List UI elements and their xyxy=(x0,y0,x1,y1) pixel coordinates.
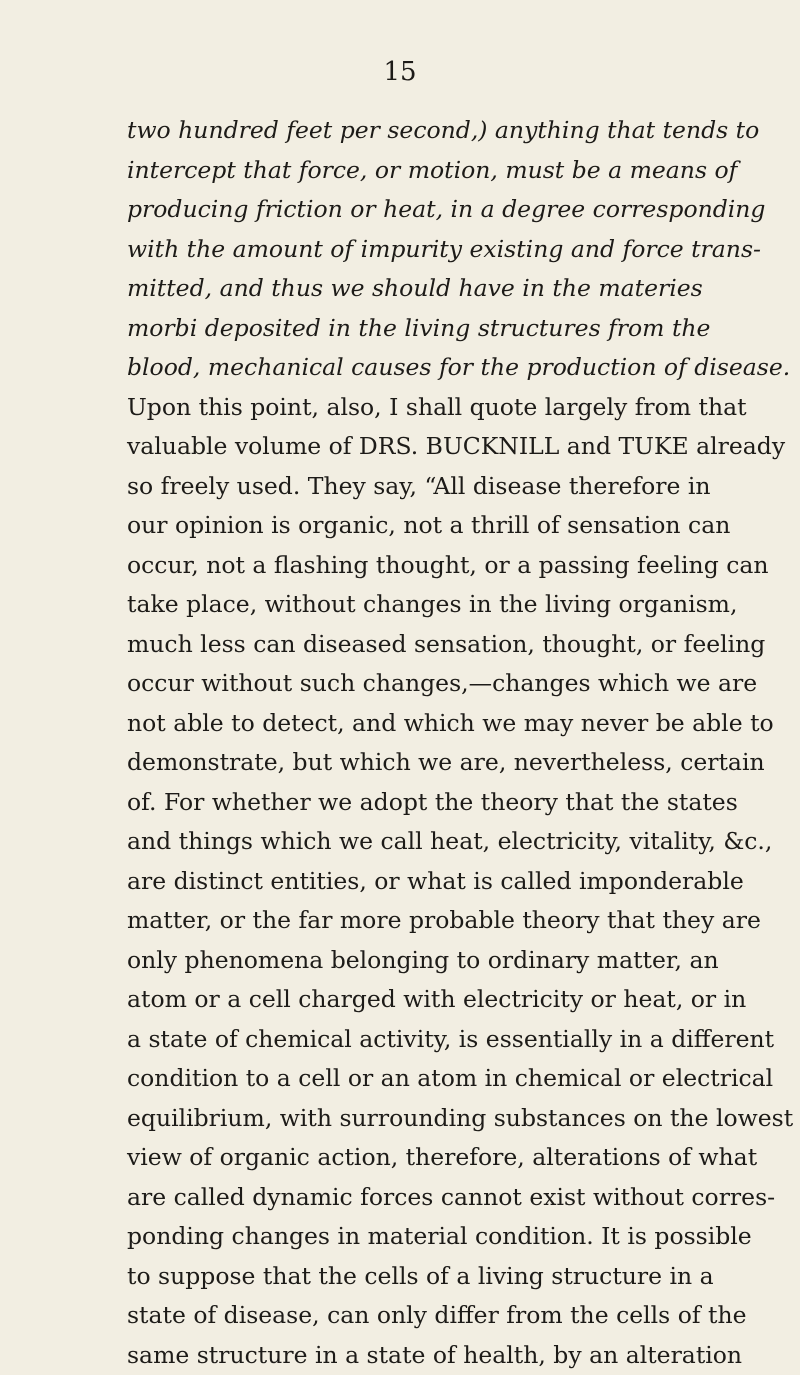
page-number: 15 xyxy=(0,57,800,87)
text-line: take place, without changes in the living organism, xyxy=(127,585,657,625)
text-line: with the amount of impurity existing and force trans- xyxy=(127,230,657,270)
text-line: much less can diseased sensation, thought, or feeling xyxy=(127,625,657,665)
text-line: of. For whether we adopt the theory that the states xyxy=(127,783,657,823)
text-line: condition to a cell or an atom in chemical or electrical xyxy=(127,1059,657,1099)
text-line: not able to detect, and which we may never be able to xyxy=(127,704,657,744)
text-line: occur, not a flashing thought, or a passing feeling can xyxy=(127,546,657,586)
text-line: equilibrium, with surrounding substances on the lowest xyxy=(127,1099,657,1139)
text-line: valuable volume of DRS. BUCKNILL and TUKE already xyxy=(127,427,657,467)
text-line: only phenomena belonging to ordinary matter, an xyxy=(127,941,657,981)
text-line: a state of chemical activity, is essentially in a different xyxy=(127,1020,657,1060)
text-line: matter, or the far more probable theory that they are xyxy=(127,901,657,941)
text-line: demonstrate, but which we are, nevertheless, certain xyxy=(127,743,657,783)
text-line: Upon this point, also, I shall quote largely from that xyxy=(127,388,657,428)
body-text xyxy=(127,111,657,1375)
text-line: two hundred feet per second,) anything that tends to xyxy=(127,111,657,151)
text-line: mitted, and thus we should have in the materies xyxy=(127,269,657,309)
text-line: ponding changes in material condition. It is possible xyxy=(127,1217,657,1257)
text-line: and things which we call heat, electricity, vitality, &c., xyxy=(127,822,657,862)
text-line: state of disease, can only differ from the cells of the xyxy=(127,1296,657,1336)
text-line: morbi deposited in the living structures from the xyxy=(127,309,657,349)
text-line: are distinct entities, or what is called imponderable xyxy=(127,862,657,902)
text-line: occur without such changes,—changes which we are xyxy=(127,664,657,704)
text-line: view of organic action, therefore, alterations of what xyxy=(127,1138,657,1178)
text-line: so freely used. They say, “All disease therefore in xyxy=(127,467,657,507)
text-line: our opinion is organic, not a thrill of sensation can xyxy=(127,506,657,546)
text-line: are called dynamic forces cannot exist without corres- xyxy=(127,1178,657,1218)
text-line: intercept that force, or motion, must be a means of xyxy=(127,151,657,191)
text-line: same structure in a state of health, by an alteration xyxy=(127,1336,657,1375)
text-line: to suppose that the cells of a living structure in a xyxy=(127,1257,657,1297)
text-line: producing friction or heat, in a degree corresponding xyxy=(127,190,657,230)
text-line: atom or a cell charged with electricity or heat, or in xyxy=(127,980,657,1020)
text-line: blood, mechanical causes for the production of disease. xyxy=(127,348,657,388)
